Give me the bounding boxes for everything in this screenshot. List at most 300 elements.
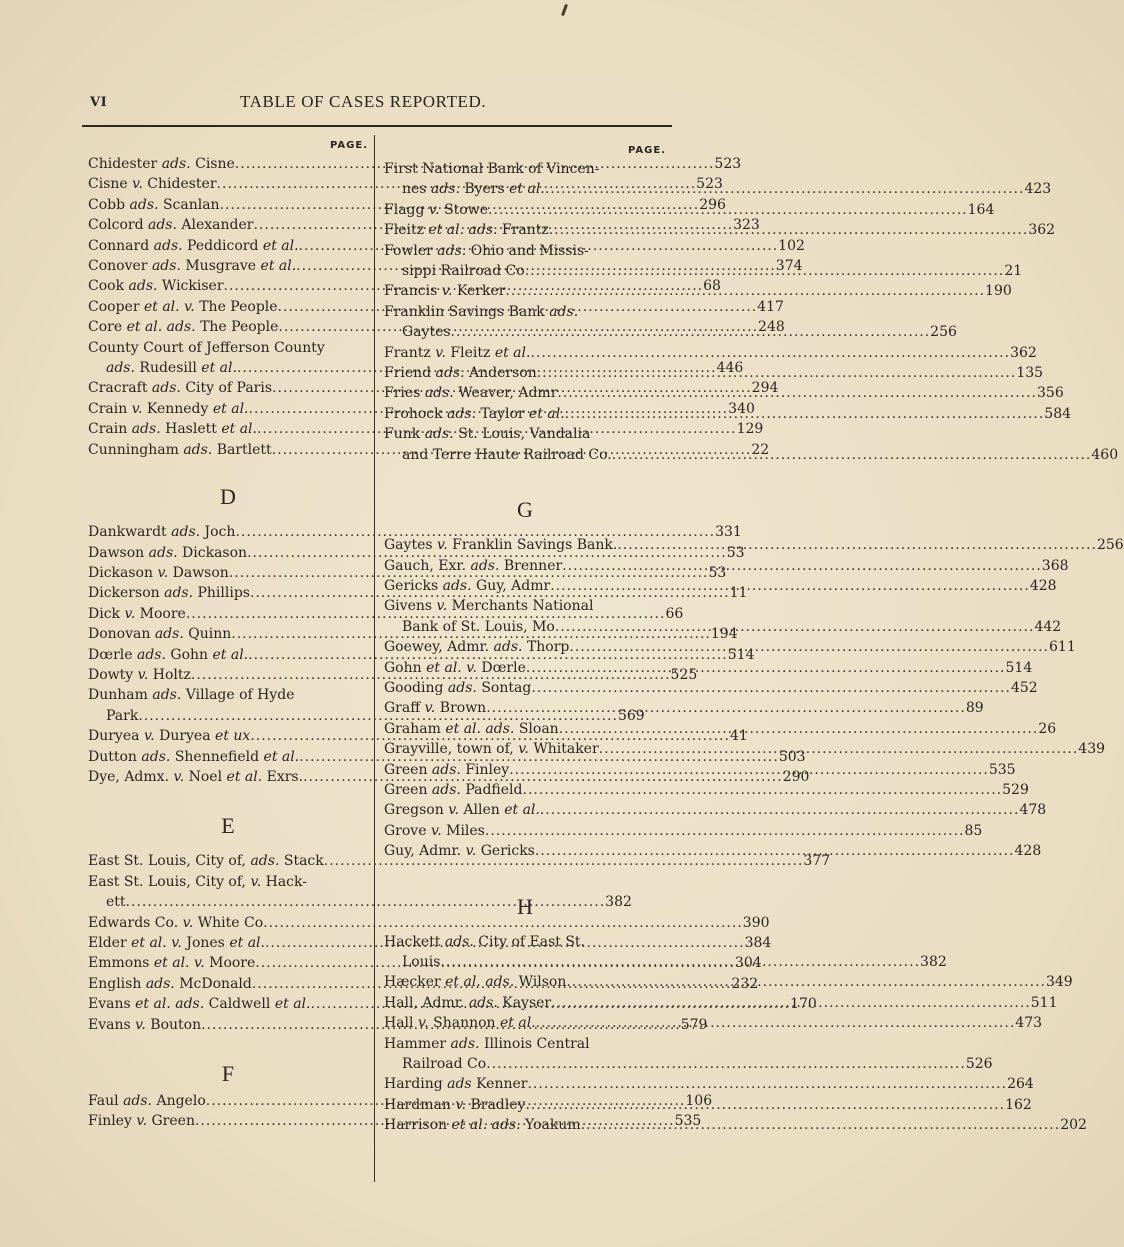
case-party: Colcord [88, 217, 144, 234]
case-party: Dowty [88, 666, 134, 683]
case-page: 53 [726, 544, 745, 561]
case-page: 190 [985, 283, 1012, 300]
case-party: Graham [384, 720, 441, 737]
case-page: 106 [685, 1093, 713, 1110]
section-letter-g: G [517, 497, 533, 523]
case-opponent: Chidester [147, 176, 217, 193]
case-relation: ads. [431, 761, 461, 778]
dot-leader [440, 952, 920, 972]
case-relation: v. [250, 873, 262, 890]
case-relation: ads. [444, 933, 474, 950]
case-party: Hæcker [384, 974, 441, 991]
case-opponent: Phillips [197, 585, 250, 602]
case-opponent: Moore [209, 955, 256, 972]
case-relation: v. [437, 537, 448, 554]
case-party: Franklin Savings Bank [384, 303, 545, 320]
case-party: Funk [384, 426, 421, 443]
case-page: 523 [714, 156, 742, 172]
case-opponent: McDonald [179, 975, 252, 992]
case-relation: ads. [151, 258, 181, 275]
case-party-suffix: et al. [131, 935, 167, 951]
case-relation: ads. [145, 975, 175, 992]
case-party: Dawson [88, 544, 145, 561]
case-party-suffix: et al. [153, 955, 190, 972]
case-party: Hammer [384, 1035, 447, 1052]
case-opponent: Rudesill [139, 360, 197, 377]
case-relation: v. [184, 298, 195, 315]
case-entry [384, 841, 1042, 861]
case-page: 423 [1024, 181, 1052, 198]
case-party: Gauch, Exr. [384, 557, 467, 574]
case-party: Grayville, town of, [384, 741, 514, 758]
dot-leader [526, 658, 1006, 678]
case-party: Frohock [384, 405, 443, 422]
case-relation: v. [143, 728, 155, 745]
case-page: 529 [1002, 781, 1029, 798]
case-opponent: Bradley [470, 1096, 526, 1113]
case-relation: ads. [430, 181, 460, 198]
case-relation: ads. [431, 781, 461, 798]
case-page: 460 [1091, 446, 1119, 463]
case-entry [88, 522, 742, 542]
case-party-suffix: et al. [426, 659, 462, 676]
case-relation: ads. [175, 996, 205, 1013]
case-party: East St. Louis, City of, [88, 853, 246, 870]
case-opponent: Franklin Savings Bank. [452, 537, 618, 554]
case-opponent: Joch [204, 524, 236, 541]
case-relation: v. [436, 598, 448, 615]
case-party: Dœrle [88, 646, 133, 663]
case-party: Flagg [384, 201, 425, 218]
case-entry [384, 800, 1047, 820]
case-relation: ads. [468, 994, 498, 1011]
case-continuation: Park [106, 707, 139, 724]
case-relation: ads. [129, 196, 159, 213]
case-party: Goewey, Admr. [384, 639, 490, 656]
case-relation: ads [447, 1076, 472, 1093]
section-letter-h: H [517, 893, 533, 919]
case-page: 382 [920, 954, 947, 970]
case-opponent: Kennedy [146, 400, 209, 417]
case-page: 162 [1005, 1096, 1032, 1113]
case-party: Hackett [384, 933, 441, 950]
case-opponent: Whitaker [533, 741, 599, 758]
case-page: 535 [674, 1113, 702, 1130]
case-opponent: Peddicord [187, 237, 259, 254]
dot-leader [486, 698, 966, 718]
case-opponent: Cisne [195, 156, 235, 172]
case-relation: ads. [485, 974, 515, 991]
case-continuation: sippi Railroad Co [402, 263, 525, 280]
case-suffix-2: Exrs. [266, 768, 304, 785]
case-entry [384, 821, 983, 841]
case-opponent: Village of Hyde [185, 687, 295, 704]
case-opponent: Dœrle [481, 659, 526, 676]
case-page: 579 [680, 1016, 708, 1033]
case-page: 349 [1045, 974, 1073, 991]
case-page: 511 [1030, 994, 1058, 1011]
case-party: Gregson [384, 802, 444, 819]
header-rule [82, 125, 672, 127]
case-relation: v. [448, 802, 459, 819]
case-page: 53 [708, 564, 727, 581]
case-relation: v. [136, 1113, 148, 1130]
case-suffix: et al. [494, 344, 531, 361]
case-party: Edwards Co. [88, 914, 179, 931]
case-relation: v. [131, 400, 143, 417]
case-relation: v. [428, 201, 440, 218]
case-page: 41 [729, 728, 748, 745]
case-party-cont: nes [402, 181, 427, 198]
case-suffix: et al. [229, 935, 265, 951]
case-relation: v. [124, 605, 136, 622]
case-party: Evans [88, 1016, 131, 1033]
case-page: 428 [1014, 843, 1042, 860]
case-opponent: Frantz [501, 222, 549, 239]
case-opponent: Gohn [170, 646, 209, 663]
case-suffix: et al. [221, 421, 257, 438]
case-suffix: et al. [529, 405, 565, 422]
case-page: 503 [778, 748, 806, 765]
case-opponent: Shannon [433, 1015, 496, 1032]
case-party: Gaytes [384, 537, 433, 554]
case-opponent: Shennefield [174, 748, 260, 765]
case-page: 525 [670, 666, 698, 683]
case-relation: ads. [424, 426, 454, 443]
case-party: Fowler [384, 242, 433, 259]
case-party: Francis [384, 283, 438, 300]
case-page: 382 [605, 894, 632, 911]
case-party: Gericks [384, 577, 439, 594]
case-party: Dye, Admx. [88, 768, 170, 785]
case-page: 135 [1016, 365, 1044, 382]
case-party-suffix: et al. [445, 720, 481, 737]
case-party: Green [384, 781, 428, 798]
case-opponent: Finley [465, 761, 510, 778]
case-relation: ads. [491, 1117, 521, 1134]
case-page: 256 [930, 324, 957, 341]
case-party: Hall, Admr. [384, 994, 465, 1011]
case-relation: ads. [154, 626, 184, 643]
case-relation: v. [135, 1016, 146, 1033]
dot-leader [505, 281, 985, 301]
case-relation: ads. [141, 748, 171, 765]
case-page: 248 [758, 319, 785, 336]
case-page: 21 [1004, 263, 1023, 280]
page-header [82, 92, 672, 116]
case-opponent: Fleitz [450, 344, 491, 361]
case-opponent: Angelo [156, 1093, 206, 1110]
case-relation: v. [132, 176, 143, 193]
case-page: 202 [1060, 1117, 1087, 1134]
case-entry [384, 1074, 1034, 1094]
case-suffix: et al. [201, 360, 237, 377]
case-entry [384, 1034, 993, 1075]
case-opponent: Holtz [152, 666, 191, 683]
dot-leader [530, 343, 1010, 363]
case-party: Chidester [88, 156, 158, 172]
dot-leader [525, 261, 1005, 281]
case-opponent: Stack [283, 853, 324, 870]
case-continuation: Bank of St. Louis, Mo [402, 618, 555, 635]
case-suffix: et al. [274, 996, 311, 1013]
dot-leader [559, 719, 1039, 739]
case-party: Green [384, 761, 428, 778]
case-page: 11 [729, 585, 748, 602]
case-relation: ads. [171, 524, 201, 541]
case-party: Givens [384, 598, 433, 615]
case-entry [88, 872, 632, 913]
case-party: Connard [88, 237, 150, 254]
case-suffix: et al. [212, 400, 249, 417]
case-relation: ads. [131, 421, 161, 438]
case-page: 340 [728, 400, 755, 417]
case-page: 170 [790, 996, 817, 1013]
case-opponent: Dawson [172, 564, 229, 581]
case-page: 535 [988, 761, 1016, 778]
case-opponent: Guy, Admr [476, 577, 551, 594]
dot-leader [549, 220, 1029, 240]
case-page: 473 [1015, 1015, 1043, 1032]
case-party: Conover [88, 258, 148, 275]
dot-leader [617, 535, 1097, 555]
case-party: Duryea [88, 728, 140, 745]
case-party: Cisne [88, 176, 128, 193]
case-party-suffix: et al. [451, 1117, 488, 1134]
case-entry [384, 343, 1037, 363]
case-relation: v. [435, 344, 446, 361]
case-page: 362 [1028, 222, 1056, 239]
case-party: First National Bank of Vincen- [384, 161, 600, 177]
dot-leader [527, 1074, 1007, 1094]
case-opponent: The People [199, 298, 278, 315]
case-party: Emmons [88, 955, 150, 972]
case-opponent: Caldwell [208, 996, 271, 1013]
page-column-label: PAGE. [330, 140, 368, 151]
case-page: 129 [736, 421, 764, 438]
dot-leader [566, 972, 1046, 992]
dot-leader [565, 404, 1045, 424]
case-page: 439 [1078, 741, 1106, 758]
dot-leader [550, 576, 1030, 596]
case-opponent: Musgrave [185, 258, 257, 275]
case-party: Crain [88, 400, 128, 417]
case-party: Elder [88, 935, 127, 951]
dot-leader [540, 800, 1020, 820]
dot-leader [562, 556, 1042, 576]
case-party: Hall [384, 1015, 414, 1032]
case-relation: ads. [166, 319, 196, 336]
case-relation: v. [465, 843, 477, 860]
case-opponent: Wilson [518, 974, 567, 991]
case-relation: ads. [136, 646, 166, 663]
case-page: 323 [733, 217, 760, 234]
case-page: 290 [782, 768, 810, 785]
case-party: Finley [88, 1113, 132, 1130]
case-party: Cooper [88, 298, 140, 315]
case-page: 264 [1007, 1076, 1034, 1093]
case-relation: v. [417, 1015, 429, 1032]
case-continuation: and Terre Haute Railroad Co. [402, 446, 612, 463]
case-page: 417 [757, 298, 784, 315]
dot-leader [557, 383, 1037, 403]
case-party-suffix: et al. [126, 319, 163, 336]
case-relation: v. [424, 700, 436, 717]
case-suffix: et al. [504, 802, 540, 819]
case-party: Crain [88, 421, 128, 438]
case-opponent: Jones [186, 935, 225, 951]
case-continuation: ett [106, 894, 126, 911]
dot-leader [535, 841, 1015, 861]
case-party: Hardman [384, 1096, 451, 1113]
dot-leader [485, 821, 965, 841]
case-opponent: Noel [188, 768, 223, 785]
case-page: 368 [1041, 557, 1069, 574]
case-page: 428 [1029, 577, 1057, 594]
case-opponent: St. Louis, Vandalia [458, 426, 591, 443]
dot-leader [523, 780, 1003, 800]
case-opponent: Gericks [480, 843, 535, 860]
dot-leader [531, 678, 1011, 698]
case-relation: ads. [153, 237, 183, 254]
case-page: 514 [1005, 659, 1033, 676]
case-suffix: et al. [260, 258, 297, 275]
case-opponent: Wickiser [161, 278, 224, 295]
case-suffix: et al. [226, 768, 263, 785]
case-party: Harrison [384, 1117, 448, 1134]
case-page: 526 [965, 1056, 993, 1073]
case-continuation: Louis [402, 954, 441, 970]
dot-leader [451, 322, 931, 342]
case-relation: ads. [468, 222, 498, 239]
case-page: 304 [734, 955, 762, 972]
case-page: 102 [778, 237, 805, 254]
case-page: 232 [731, 975, 759, 992]
dot-leader [509, 760, 989, 780]
case-page: 452 [1010, 679, 1038, 696]
dot-leader [488, 200, 968, 220]
case-opponent: Padfield [465, 781, 523, 798]
case-relation: v. [193, 955, 205, 972]
case-page: 384 [744, 935, 772, 951]
case-opponent: Ohio and Missis- [470, 242, 589, 259]
case-party: Fries [384, 385, 421, 402]
case-page: 390 [742, 914, 770, 931]
case-opponent: Illinois Central [483, 1035, 590, 1052]
case-opponent: Taylor [480, 405, 525, 422]
case-relation: ads. [164, 585, 194, 602]
case-opponent: Anderson [469, 365, 537, 382]
case-party: Cook [88, 278, 125, 295]
case-relation: v. [466, 659, 477, 676]
case-page: 356 [1037, 385, 1064, 402]
case-page: 26 [1038, 720, 1057, 737]
case-relation: v. [430, 822, 442, 839]
case-opponent: City of East St. [478, 933, 586, 950]
case-relation: ads. [447, 679, 477, 696]
dot-leader [536, 1013, 1016, 1033]
case-relation: v. [157, 564, 169, 581]
case-opponent: Sontag [481, 679, 532, 696]
case-suffix: et al. [500, 1015, 536, 1032]
case-party: Dickason [88, 564, 154, 581]
case-entry [88, 913, 770, 933]
case-opponent: Sloan [518, 720, 559, 737]
dot-leader [555, 617, 1035, 637]
case-page: 584 [1044, 405, 1072, 422]
case-relation: ads. [106, 360, 135, 377]
dot-leader [569, 637, 1049, 657]
case-party-suffix: et al. [445, 974, 481, 991]
case-page: 294 [751, 380, 779, 397]
case-relation: v. [455, 1096, 467, 1113]
case-party: Guy, Admr. [384, 843, 462, 860]
case-page: 85 [964, 822, 983, 839]
case-page: 442 [1034, 618, 1062, 635]
case-page: 194 [710, 626, 738, 643]
case-continuation: Railroad Co [402, 1056, 487, 1073]
case-party-suffix: et al. [428, 222, 465, 239]
case-relation: v. [173, 768, 185, 785]
case-page: 89 [965, 700, 984, 717]
case-party: Gohn [384, 659, 422, 676]
case-relation: ads. [442, 577, 472, 594]
case-relation: ads. [183, 441, 213, 458]
dot-leader [545, 179, 1025, 199]
case-opponent: Moore [139, 605, 186, 622]
dot-leader [581, 1115, 1061, 1135]
case-relation: ads. [128, 278, 158, 295]
case-relation: v. [171, 935, 182, 951]
case-party: Cobb [88, 196, 126, 213]
case-opponent: Allen [463, 802, 500, 819]
case-party: Harding [384, 1076, 443, 1093]
case-opponent: Weaver, Admr [458, 385, 558, 402]
case-suffix: et al. [262, 237, 299, 254]
case-opponent: Byers [464, 181, 505, 198]
case-page: 377 [803, 853, 831, 870]
case-relation: ads. [250, 853, 280, 870]
case-page: 514 [727, 646, 755, 663]
case-party: Dutton [88, 748, 137, 765]
case-suffix: et ux [215, 728, 251, 745]
case-party: Grove [384, 822, 427, 839]
section-letter-f: F [221, 1061, 235, 1087]
case-relation: ads. [424, 385, 454, 402]
case-party: Dankwardt [88, 524, 167, 541]
dot-leader [525, 1095, 1005, 1115]
dot-leader [612, 445, 1092, 465]
case-relation: v. [137, 666, 149, 683]
running-title: TABLE OF CASES REPORTED. [240, 92, 487, 111]
dot-leader [551, 993, 1031, 1013]
page-column-label: PAGE. [628, 145, 666, 156]
case-page: 569 [617, 707, 645, 724]
case-page: 446 [716, 360, 744, 377]
case-opponent: Haslett [165, 421, 217, 438]
case-page: 296 [699, 196, 726, 213]
stray-ink-mark [561, 4, 568, 16]
case-page: 362 [1010, 344, 1037, 361]
dot-leader [486, 1054, 966, 1074]
case-party: Gooding [384, 679, 444, 696]
case-party: Dickerson [88, 585, 160, 602]
case-party: Graff [384, 700, 421, 717]
case-page: 68 [703, 278, 721, 295]
case-opponent: Quinn [188, 626, 232, 643]
case-opponent: Green [151, 1113, 195, 1130]
dot-leader [599, 739, 1079, 759]
